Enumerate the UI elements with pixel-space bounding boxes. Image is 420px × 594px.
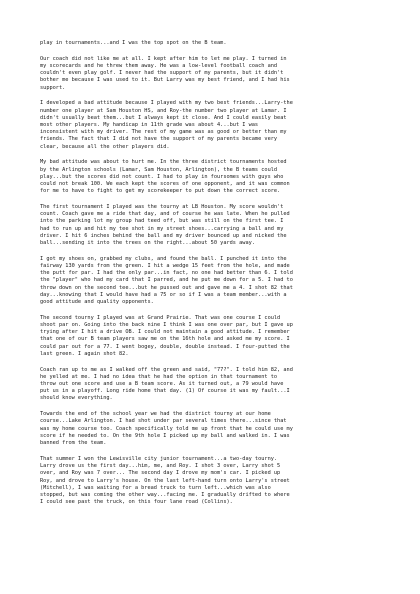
paragraph: Coach ran up to me as I walked off the green and said, "77?". I told him 82, and he yelled at me. I had no idea that he had the option in that tournament to throw out one score and use a B team score. As it turned out, a 79 would have put us in a playoff. Long ride home that day. (1) Of course it was my fault...I should know everything. bbox=[40, 366, 293, 402]
paragraph: Towards the end of the school year we had the district tourny at our home course...Lake Arlington. I had shot under par several times there...since that was my home course too. Coach specifically told me up front that he could use my score if he needed to. On the 9th hole I picked up my ball and walked in. I was banned from the team. bbox=[40, 411, 293, 447]
paragraph: I developed a bad attitude because I played with my two best friends...Larry-the number one player at Sam Houston HS, and Roy-the number two player at Lamar. I didn't usually beat them...but I always kept it close. And I could easily beat most other players. My handicap in 11th grade was about 4...but I was inconsistent with my driver. The rest of my game was as good or better than my friends. The fact that I did not have the support of my parents became very clear, because all the other players did. bbox=[40, 100, 293, 150]
paragraph: play in tournaments...and I was the top spot on the B team. bbox=[40, 40, 227, 46]
paragraph: The first tournament I played was the tourny at LB Houston. My score wouldn't count. Coach gave me a ride that day, and of course he was late. When he pulled into the parking lot my group had teed off, but was still on the first tee. I had to run up and hit my tee shot in my street shoes...carrying a ball and my driver. I hit 6 inches behind the ball and my driver bounced up and nicked the ball...sending it into the trees on the right...about 50 yards away. bbox=[40, 204, 290, 247]
paragraph: My bad attitude was about to hurt me. In the three district tournaments hosted by the Arlington schools (Lamar, Sam Houston, Arlington), the B teams could play...but the scores did not count. I had to play in foursomes with guys who could not break 100. We each kept the scores of one opponent, and it was common for me to have to fight to get my scorekeeper to put down the correct score. bbox=[40, 159, 290, 195]
paragraph: Our coach did not like me at all. I kept after him to let me play. I turned in my scorecards and he threw them away. He was a low-level football coach and couldn't even play golf. I never had the support of my parents, but it didn't bother me because I was used to it. But Larry was my best friend, and I had his support. bbox=[40, 55, 290, 91]
paragraph: I got my shoes on, grabbed my clubs, and found the ball. I punched it into the fairway 130 yards from the green. I hit a wedge 15 feet from the hole, and made the putt for par. I had the only par...in fact, no one had better than 6. I told the "player" who had my card that I parred, and he put me down for a 5. I had to throw down on the second tee...but he pussed out and gave me a 4. I shot 82 that day...knowing that I would have had a 75 or so if I was a team member...with a good attitude and quality opponents. bbox=[40, 255, 293, 306]
paragraph: That summer I won the Lewisville city junior tournament...a two-day tourny. Larry drove us the first day...him, me, and Roy. I shot 3 over, Larry shot 5 over, and Roy was 7 over... The second day I drove my mom's car. I picked up Roy, and drove to Larry's house. On the last left-hand turn onto Larry's street (Mitchell), I was waiting for a bread truck to turn left...which was also stopped, but was coming the other way...facing me. I gradually drifted to where I could see past the truck, on this four lane road (Collins). bbox=[40, 455, 290, 506]
paragraph: The second tourny I played was at Grand Prairie. That was one course I could shoot par on. Going into the back nine I think I was one over par, but I gave up trying after I hit a drive OB. I could not maintain a good attitude. I remember that one of our B team players saw me on the 16th hole and asked me my score. I could par out for a 77. I went bogey, double, double instead. I four-putted the last green. I again shot 82. bbox=[40, 314, 293, 357]
